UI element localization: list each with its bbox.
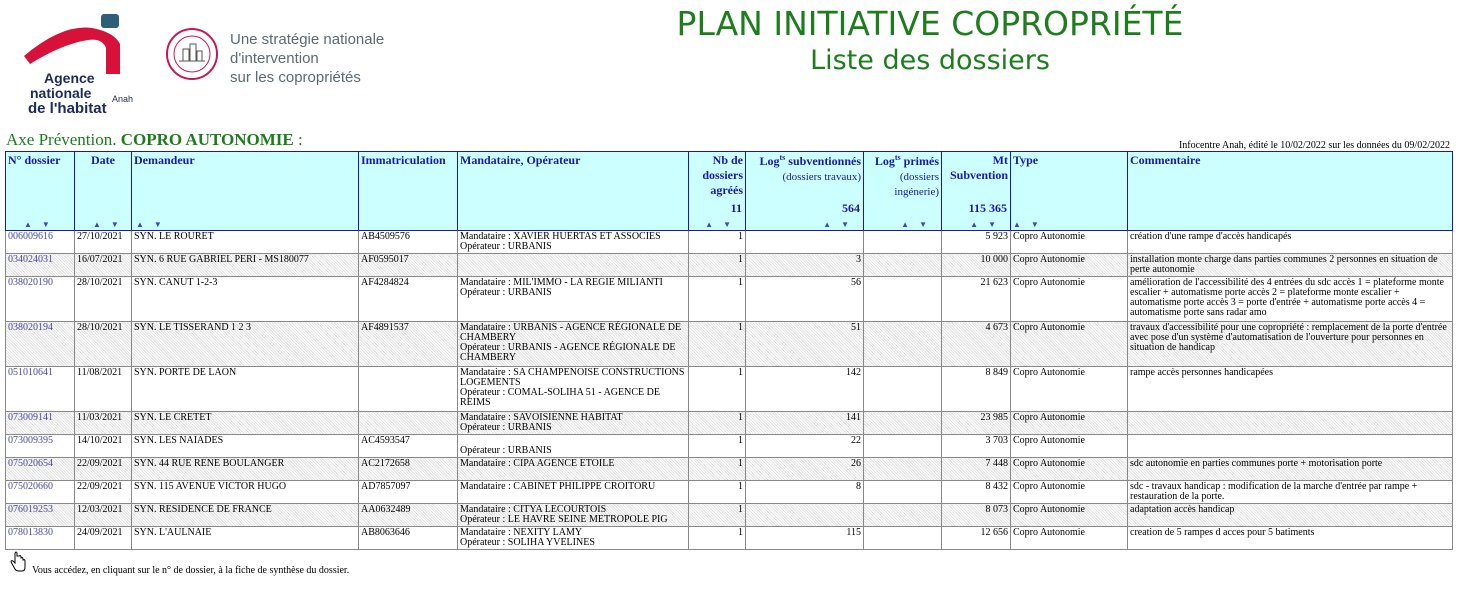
cell-dossier: [6, 231, 75, 254]
cell-nb: 1: [689, 254, 746, 277]
sort-type-icon[interactable]: ▲ ▼: [1013, 220, 1043, 229]
cell-nb: 1: [689, 277, 746, 322]
cell-date: 28/10/2021: [75, 277, 132, 322]
cell-dossier: [6, 481, 75, 504]
cell-logts-prim: [864, 254, 942, 277]
col-logts-prim-note: (dossiers ingénerie): [894, 171, 939, 198]
table-row: [6, 481, 1453, 504]
strategy-tagline: [230, 30, 384, 87]
infocentre-note: Infocentre Anah, édité le 10/02/2022 sur les données du 09/02/2022: [1178, 140, 1450, 151]
col-date-label: Date: [91, 153, 115, 167]
cell-logts-prim: [864, 277, 942, 322]
cell-demandeur: SYN. LES NAIADES: [132, 435, 359, 458]
mandataire-text: Mandataire : NEXITY LAMY: [460, 527, 583, 538]
table-row: [6, 277, 1453, 322]
operateur-text: Opérateur : URBANIS: [460, 287, 552, 298]
strategy-line1: Une stratégie nationale: [230, 31, 385, 48]
cell-logts-sub: 8: [746, 481, 864, 504]
dossier-link[interactable]: 073009141: [8, 412, 53, 423]
col-commentaire-label: Commentaire: [1130, 153, 1201, 167]
mandataire-text: Mandataire : CITYA LECOURTOIS: [460, 504, 607, 515]
anah-logo-swoosh-icon: [22, 14, 140, 74]
col-date[interactable]: [75, 152, 132, 231]
col-mt[interactable]: [942, 152, 1011, 231]
cell-logts-sub: 51: [746, 322, 864, 367]
cell-immat: AF4284824: [359, 277, 458, 322]
mandataire-text: Mandataire : MIL'IMMO - LA REGIE MILIANTI: [460, 277, 663, 288]
cell-mt: 8 432: [942, 481, 1011, 504]
cell-type: Copro Autonomie: [1011, 277, 1128, 322]
dossier-link[interactable]: 075020660: [8, 481, 53, 492]
col-type[interactable]: [1011, 152, 1128, 231]
cell-logts-prim: [864, 435, 942, 458]
cell-dossier: [6, 322, 75, 367]
cell-commentaire: amélioration de l'accessibilité des 4 entrées du sdc accès 1 = plateforme monte escalier + automatisme porte accès 2 = plateforme monte escalier + automatisme porte accès 3 = porte d'entrée + automatisme porte accès 4 = automatisme porte sans radar amo: [1128, 277, 1453, 322]
col-mt-label: Mt Subvention: [949, 153, 1008, 182]
table-row: [6, 504, 1453, 527]
col-immat: [359, 152, 458, 231]
cell-demandeur: SYN. 6 RUE GABRIEL PERI - MS180077: [132, 254, 359, 277]
cell-date: 16/07/2021: [75, 254, 132, 277]
cell-logts-prim: [864, 412, 942, 435]
table-row: [6, 412, 1453, 435]
cell-type: Copro Autonomie: [1011, 504, 1128, 527]
cell-logts-sub: 56: [746, 277, 864, 322]
cell-commentaire: sdc - travaux handicap : modification de la marche d'entrée par rampe + restauration de la porte.: [1128, 481, 1453, 504]
cell-logts-sub: 3: [746, 254, 864, 277]
cell-nb: 1: [689, 504, 746, 527]
table-row: [6, 458, 1453, 481]
cell-mandataire: [458, 435, 689, 458]
cell-commentaire: sdc autonomie en parties communes porte + motorisation porte: [1128, 458, 1453, 481]
cell-immat: AB8063646: [359, 527, 458, 550]
anah-logo: [22, 14, 140, 117]
cell-type: Copro Autonomie: [1011, 367, 1128, 412]
cell-date: 14/10/2021: [75, 435, 132, 458]
strategy-line3: sur les copropriétés: [230, 69, 361, 86]
cell-date: 11/08/2021: [75, 367, 132, 412]
col-nb-label: Nb de dossiers agréés: [702, 153, 743, 197]
cell-demandeur: SYN. 115 AVENUE VICTOR HUGO: [132, 481, 359, 504]
strategy-line2: d'intervention: [230, 50, 319, 67]
cell-immat: AF4891537: [359, 322, 458, 367]
cell-commentaire: rampe accès personnes handicapées: [1128, 367, 1453, 412]
cell-demandeur: SYN. LE ROURET: [132, 231, 359, 254]
cell-demandeur: SYN. LE CRETET: [132, 412, 359, 435]
cell-mandataire: [458, 322, 689, 367]
cell-mt: 5 923: [942, 231, 1011, 254]
cell-demandeur: SYN. LE TISSERAND 1 2 3: [132, 322, 359, 367]
operateur-text: Opérateur : URBANIS: [460, 422, 552, 433]
logo-line1: Agence: [44, 70, 95, 86]
cell-type: Copro Autonomie: [1011, 412, 1128, 435]
mandataire-text: Mandataire : CABINET PHILIPPE CROITORU: [460, 481, 656, 492]
cell-commentaire: [1128, 435, 1453, 458]
cell-mt: 8 849: [942, 367, 1011, 412]
cell-mandataire: [458, 412, 689, 435]
axe-prefix: Axe Prévention.: [6, 130, 117, 149]
mandataire-text: Mandataire : SA CHAMPENOISE CONSTRUCTIONS LOGEMENTS: [460, 367, 685, 388]
dossier-link[interactable]: 073009395: [8, 435, 53, 446]
col-mandataire-label: Mandataire, Opérateur: [460, 153, 581, 167]
cell-demandeur: SYN. PORTE DE LAON: [132, 367, 359, 412]
cell-immat: AA0632489: [359, 504, 458, 527]
cell-nb: 1: [689, 458, 746, 481]
col-immat-label: Immatriculation: [361, 153, 446, 167]
cell-nb: 1: [689, 527, 746, 550]
cell-dossier: [6, 458, 75, 481]
sort-date-icon[interactable]: ▲ ▼: [93, 220, 123, 229]
cell-date: 11/03/2021: [75, 412, 132, 435]
cell-nb: 1: [689, 367, 746, 412]
sort-nb-icon[interactable]: ▲ ▼: [705, 220, 735, 229]
page-title: PLAN INITIATIVE COPROPRIÉTÉ: [676, 4, 1184, 43]
operateur-text: Opérateur : URBANIS: [460, 241, 552, 252]
mandataire-text: Mandataire : XAVIER HUERTAS ET ASSOCIES: [460, 231, 661, 242]
cell-commentaire: installation monte charge dans parties communes 2 personnes en situation de perte autonomie: [1128, 254, 1453, 277]
col-dossier-label: N° dossier: [8, 153, 61, 167]
cell-nb: 1: [689, 322, 746, 367]
mt-total: 115 365: [968, 201, 1007, 215]
cell-demandeur: SYN. CANUT 1-2-3: [132, 277, 359, 322]
cell-demandeur: SYN. 44 RUE RENE BOULANGER: [132, 458, 359, 481]
cell-mandataire: [458, 504, 689, 527]
cell-commentaire: travaux d'accessibilité pour une copropriété : remplacement de la porte d'entrée avec pose d'un système d'automatisation de l'ouverture pour personnes en situation de handicap: [1128, 322, 1453, 367]
cell-date: 22/09/2021: [75, 481, 132, 504]
dossier-link[interactable]: 038020190: [8, 277, 53, 288]
logo-abbr: Anah: [112, 94, 134, 104]
cell-dossier: [6, 412, 75, 435]
cell-logts-sub: 115: [746, 527, 864, 550]
logts-sub-total: 564: [842, 201, 860, 215]
cell-mandataire: [458, 527, 689, 550]
cell-logts-prim: [864, 527, 942, 550]
cell-type: Copro Autonomie: [1011, 231, 1128, 254]
table-row: [6, 254, 1453, 277]
cell-date: 22/09/2021: [75, 458, 132, 481]
cell-logts-sub: 26: [746, 458, 864, 481]
cell-commentaire: [1128, 412, 1453, 435]
initiative-coproprietes-badge-icon: [165, 27, 219, 81]
col-logts-prim[interactable]: [864, 152, 942, 231]
col-type-label: Type: [1013, 153, 1039, 167]
cell-mandataire: [458, 254, 689, 277]
cell-logts-sub: 141: [746, 412, 864, 435]
col-logts-sub-label: Log$^{ts}$ subventionnés: [759, 153, 861, 168]
sort-dossier-icon[interactable]: ▲ ▼: [24, 220, 54, 229]
table-row: [6, 322, 1453, 367]
cell-logts-sub: 22: [746, 435, 864, 458]
cell-type: Copro Autonomie: [1011, 481, 1128, 504]
page-header: [600, 4, 1260, 78]
cell-immat: AC2172658: [359, 458, 458, 481]
cell-nb: 1: [689, 231, 746, 254]
logo-line3: de l'habitat: [28, 100, 107, 117]
operateur-text: Opérateur : URBANIS - AGENCE RÉGIONALE DE CHAMBERY: [460, 342, 676, 363]
nb-total: 11: [730, 201, 742, 215]
col-logts-prim-label: Log$^{ts}$ primés: [874, 153, 939, 168]
cell-logts-prim: [864, 322, 942, 367]
cell-type: Copro Autonomie: [1011, 254, 1128, 277]
cell-logts-prim: [864, 458, 942, 481]
cell-dossier: [6, 435, 75, 458]
cell-logts-prim: [864, 231, 942, 254]
cell-mt: 4 673: [942, 322, 1011, 367]
sort-logts-prim-icon[interactable]: ▲ ▼: [901, 220, 931, 229]
mandataire-text: Mandataire : SAVOISIENNE HABITAT: [460, 412, 623, 423]
cell-type: Copro Autonomie: [1011, 527, 1128, 550]
cell-dossier: [6, 254, 75, 277]
sort-demandeur-icon[interactable]: ▲ ▼: [136, 220, 166, 229]
cell-mandataire: [458, 481, 689, 504]
sort-logts-sub-icon[interactable]: ▲ ▼: [823, 220, 853, 229]
cell-logts-sub: [746, 504, 864, 527]
mandataire-text: Mandataire : CIPA AGENCE ETOILE: [460, 458, 615, 469]
cell-date: 27/10/2021: [75, 231, 132, 254]
cell-mt: 12 656: [942, 527, 1011, 550]
dossier-link[interactable]: 034024031: [8, 254, 53, 265]
col-dossier[interactable]: [6, 152, 75, 231]
cell-demandeur: SYN. L'AULNAIE: [132, 527, 359, 550]
dossier-link[interactable]: 078013830: [8, 527, 53, 538]
footer-text: Vous accédez, en cliquant sur le n° de dossier, à la fiche de synthèse du dossier.: [32, 565, 350, 576]
cell-mt: 21 623: [942, 277, 1011, 322]
cell-mt: 3 703: [942, 435, 1011, 458]
cell-dossier: [6, 527, 75, 550]
axe-suffix: :: [298, 130, 303, 149]
col-demandeur-label: Demandeur: [134, 153, 195, 167]
dossiers-table: [5, 151, 1453, 550]
cell-logts-sub: [746, 231, 864, 254]
cell-type: Copro Autonomie: [1011, 458, 1128, 481]
dossier-link[interactable]: 006009616: [8, 231, 53, 242]
cell-dossier: [6, 277, 75, 322]
dossier-link[interactable]: 075020654: [8, 458, 53, 469]
cell-date: 12/03/2021: [75, 504, 132, 527]
cell-dossier: [6, 504, 75, 527]
table-row: [6, 231, 1453, 254]
col-logts-sub-note: (dossiers travaux): [782, 171, 861, 183]
operateur-text: Opérateur : SOLIHA YVELINES: [460, 537, 595, 548]
cell-commentaire: creation de 5 rampes d acces pour 5 batiments: [1128, 527, 1453, 550]
cell-nb: 1: [689, 412, 746, 435]
cell-type: Copro Autonomie: [1011, 435, 1128, 458]
cell-nb: 1: [689, 435, 746, 458]
axe-heading: [6, 130, 303, 150]
cell-mandataire: [458, 458, 689, 481]
col-commentaire: [1128, 152, 1453, 231]
cell-commentaire: adaptation accès handicap: [1128, 504, 1453, 527]
cell-immat: AB4509576: [359, 231, 458, 254]
logo-line2: nationale: [30, 85, 92, 101]
cell-demandeur: SYN. RESIDENCE DE FRANCE: [132, 504, 359, 527]
cell-commentaire: création d'une rampe d'accès handicapés: [1128, 231, 1453, 254]
cell-mt: 8 073: [942, 504, 1011, 527]
cell-mandataire: [458, 231, 689, 254]
hand-pointer-icon: [8, 551, 28, 573]
sort-mt-icon[interactable]: ▲ ▼: [970, 220, 1000, 229]
col-logts-sub[interactable]: [746, 152, 864, 231]
cell-date: 28/10/2021: [75, 322, 132, 367]
operateur-text: Opérateur : URBANIS: [460, 445, 552, 456]
cell-date: 24/09/2021: [75, 527, 132, 550]
cell-mandataire: [458, 277, 689, 322]
dossier-link[interactable]: 076019253: [8, 504, 53, 515]
cell-mandataire: [458, 367, 689, 412]
cell-immat: AF0595017: [359, 254, 458, 277]
cell-mt: 7 448: [942, 458, 1011, 481]
dossier-link[interactable]: 051010641: [8, 367, 53, 378]
cell-immat: [359, 367, 458, 412]
cell-immat: AC4593547: [359, 435, 458, 458]
axe-name: COPRO AUTONOMIE: [120, 130, 294, 149]
table-row: [6, 527, 1453, 550]
table-row: [6, 367, 1453, 412]
cell-nb: 1: [689, 481, 746, 504]
operateur-text: Opérateur : COMAL-SOLIHA 51 - AGENCE DE REIMS: [460, 387, 660, 408]
cell-logts-prim: [864, 367, 942, 412]
cell-immat: AD7857097: [359, 481, 458, 504]
cell-mt: 23 985: [942, 412, 1011, 435]
col-nb[interactable]: [689, 152, 746, 231]
cell-mt: 10 000: [942, 254, 1011, 277]
cell-dossier: [6, 367, 75, 412]
page-subtitle: Liste des dossiers: [810, 45, 1050, 76]
cell-logts-prim: [864, 504, 942, 527]
cell-immat: [359, 412, 458, 435]
col-demandeur[interactable]: [132, 152, 359, 231]
operateur-text: Opérateur : LE HAVRE SEINE METROPOLE PIG: [460, 514, 668, 525]
cell-type: Copro Autonomie: [1011, 322, 1128, 367]
table-header-row: [6, 152, 1453, 231]
dossier-link[interactable]: 038020194: [8, 322, 53, 333]
col-mandataire: [458, 152, 689, 231]
table-row: [6, 435, 1453, 458]
mandataire-text: Mandataire : URBANIS - AGENCE RÉGIONALE DE CHAMBERY: [460, 322, 682, 343]
cell-logts-sub: 142: [746, 367, 864, 412]
cell-logts-prim: [864, 481, 942, 504]
